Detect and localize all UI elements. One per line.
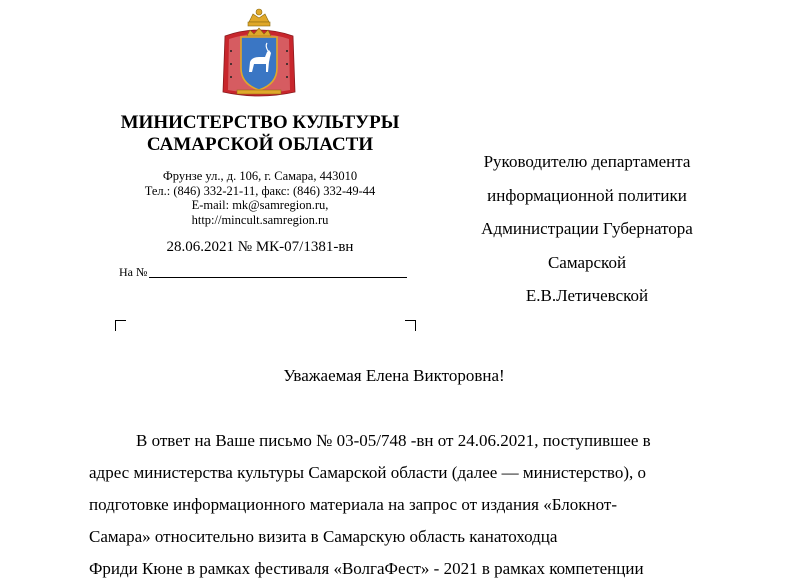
body-line: В ответ на Ваше письмо № 03-05/748 -вн от 24.06.2021, поступившее в xyxy=(136,431,651,450)
salutation: Уважаемая Елена Викторовна! xyxy=(283,366,505,385)
ministry-email: E-mail: mk@samregion.ru, xyxy=(191,198,329,212)
left-corner-mark xyxy=(115,320,126,331)
addressee-line: Руководителю департамента xyxy=(483,152,691,171)
ministry-contacts xyxy=(80,169,440,227)
letter-body xyxy=(89,425,749,585)
body-line: подготовке информационного материала на запрос от издания «Блокнот- xyxy=(89,495,617,514)
addressee-line: Администрации Губернатора xyxy=(481,219,693,238)
ministry-title xyxy=(80,112,440,156)
reply-to-underline xyxy=(149,277,407,278)
ministry-phones: Тел.: (846) 332-21-11, факс: (846) 332-49-44 xyxy=(144,183,376,198)
ministry-title-line1: МИНИСТЕРСТВО КУЛЬТУРЫ xyxy=(120,112,400,133)
body-line: адрес министерства культуры Самарской области (далее — министерство), о xyxy=(89,463,646,482)
right-corner-mark xyxy=(405,320,416,331)
addressee-line: Самарской xyxy=(547,252,627,272)
reply-to-label: На № xyxy=(119,265,148,279)
ministry-address: Фрунзе ул., д. 106, г. Самара, 443010 xyxy=(162,169,358,183)
coat-of-arms-icon xyxy=(219,6,299,102)
body-line: Фриди Кюне в рамках фестиваля «ВолгаФест» - 2021 в рамках компетенции xyxy=(89,559,644,578)
ministry-title-line2: САМАРСКОЙ ОБЛАСТИ xyxy=(146,134,374,155)
addressee-block xyxy=(458,145,716,313)
ministry-website: http://mincult.samregion.ru xyxy=(191,212,329,227)
addressee-line: информационной политики xyxy=(487,185,687,205)
body-line: Самара» относительно визита в Самарскую область канатоходца xyxy=(89,527,558,546)
document-number: 28.06.2021 № МК-07/1381-вн xyxy=(166,239,354,255)
addressee-line: Е.В.Летичевской xyxy=(525,286,649,305)
